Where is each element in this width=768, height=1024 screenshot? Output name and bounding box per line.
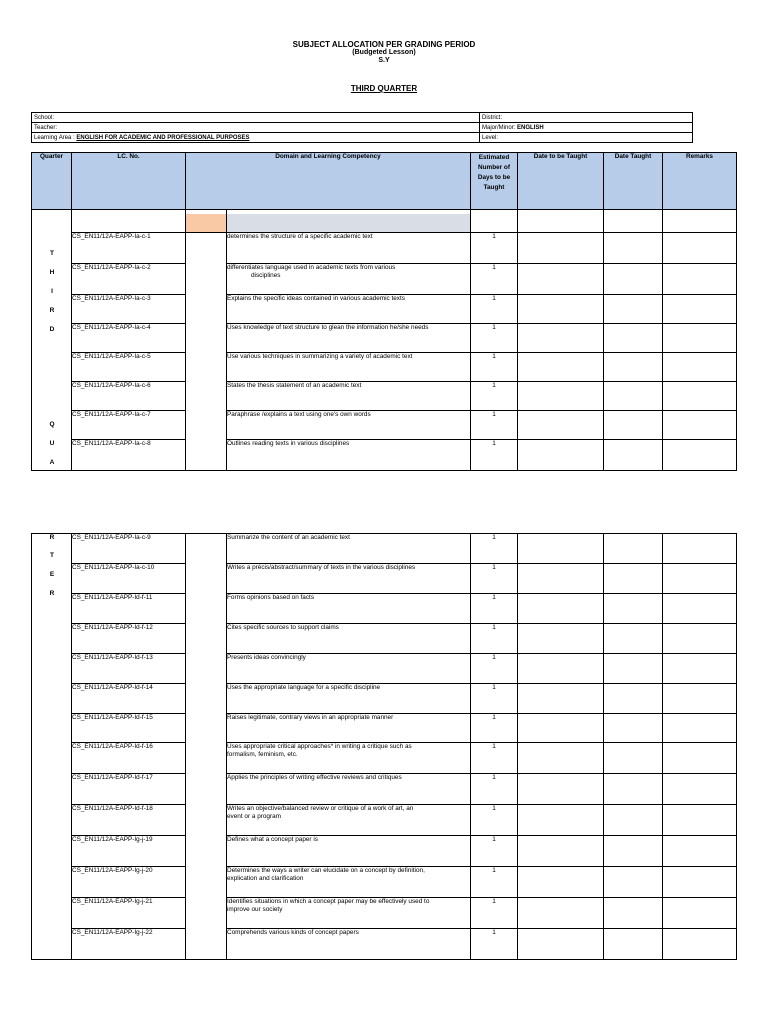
competency-text: States the thesis statement of an academic text bbox=[227, 382, 471, 411]
estimated-days: 1 bbox=[471, 233, 518, 264]
table-row bbox=[32, 295, 737, 324]
competency-text: Raises legitimate, contrary views in an appropriate manner bbox=[227, 714, 471, 743]
table-row bbox=[32, 805, 737, 836]
lc-code: CS_EN11/12A-EAPP-Id-f-18 bbox=[72, 805, 186, 836]
lc-code: CS_EN11/12A-EAPP-Ia-c-5 bbox=[72, 353, 186, 382]
quarter-column-page1 bbox=[32, 210, 72, 471]
competency-text: Uses the appropriate language for a specific discipline bbox=[227, 684, 471, 714]
competency-text: Use various techniques in summarizing a variety of academic text bbox=[227, 353, 471, 382]
quarter-letter: R bbox=[49, 534, 55, 541]
table-row bbox=[32, 440, 737, 471]
competency-text: Summarize the content of an academic text bbox=[227, 534, 471, 564]
quarter-letter: I bbox=[51, 288, 53, 295]
header-domain: Domain and Learning Competency bbox=[186, 153, 471, 210]
learning-area-cell: Learning Area : ENGLISH FOR ACADEMIC AND PROFESSIONAL PURPOSES bbox=[32, 133, 480, 143]
estimated-days: 1 bbox=[471, 353, 518, 382]
document-header bbox=[0, 40, 768, 93]
competency-text: Forms opinions based on facts bbox=[227, 594, 471, 624]
quarter-letter: D bbox=[49, 326, 55, 333]
lc-code: CS_EN11/12A-EAPP-Ia-c-10 bbox=[72, 564, 186, 594]
quarter-column-page2 bbox=[32, 534, 72, 960]
lc-code: CS_EN11/12A-EAPP-Ig-j-21 bbox=[72, 898, 186, 929]
competency-text: determines the structure of a specific academic text bbox=[227, 233, 471, 264]
header-quarter: Quarter bbox=[32, 153, 72, 210]
lc-code: CS_EN11/12A-EAPP-Id-f-14 bbox=[72, 684, 186, 714]
estimated-days: 1 bbox=[471, 594, 518, 624]
competency-text: Presents ideas convincingly bbox=[227, 654, 471, 684]
table-row bbox=[32, 774, 737, 805]
major-minor-cell: Major/Minor: ENGLISH bbox=[480, 123, 693, 133]
table-row bbox=[32, 324, 737, 353]
school-cell: School: bbox=[32, 113, 480, 123]
table-row bbox=[32, 264, 737, 295]
table-row bbox=[32, 594, 737, 624]
lc-code: CS_EN11/12A-EAPP-Id-f-17 bbox=[72, 774, 186, 805]
remarks bbox=[663, 233, 737, 264]
table-row bbox=[32, 714, 737, 743]
header-estimated-days: Estimated Number of Days to be Taught bbox=[471, 153, 518, 210]
blank-column bbox=[186, 233, 227, 471]
document-title: SUBJECT ALLOCATION PER GRADING PERIOD bbox=[292, 40, 476, 49]
lc-code: CS_EN11/12A-EAPP-Id-f-11 bbox=[72, 594, 186, 624]
estimated-days: 1 bbox=[471, 684, 518, 714]
competency-text: Writes a précis/abstract/summary of texts in the various disciplines bbox=[227, 564, 471, 594]
estimated-days: 1 bbox=[471, 929, 518, 960]
table-row bbox=[32, 411, 737, 440]
lc-code: CS_EN11/12A-EAPP-Ia-c-7 bbox=[72, 411, 186, 440]
competency-text: Outlines reading texts in various disciplines bbox=[227, 440, 471, 471]
table-row bbox=[32, 836, 737, 867]
quarter-letter: R bbox=[49, 590, 55, 597]
school-year: S.Y bbox=[378, 57, 390, 64]
competency-text: Applies the principles of writing effective reviews and critiques bbox=[227, 774, 471, 805]
info-table bbox=[31, 112, 693, 143]
lc-code: CS_EN11/12A-EAPP-Ig-j-22 bbox=[72, 929, 186, 960]
level-cell: Level: bbox=[480, 133, 693, 143]
estimated-days: 1 bbox=[471, 898, 518, 929]
header-date-taught: Date Taught bbox=[604, 153, 663, 210]
estimated-days: 1 bbox=[471, 324, 518, 353]
lc-code: CS_EN11/12A-EAPP-Ia-c-4 bbox=[72, 324, 186, 353]
estimated-days: 1 bbox=[471, 805, 518, 836]
estimated-days: 1 bbox=[471, 836, 518, 867]
table-row bbox=[32, 743, 737, 774]
lc-code: CS_EN11/12A-EAPP-Ia-c-2 bbox=[72, 264, 186, 295]
estimated-days: 1 bbox=[471, 295, 518, 324]
competency-text: Uses appropriate critical approaches* in writing a critique such as formalism, feminism, etc. bbox=[227, 743, 471, 774]
lc-code: CS_EN11/12A-EAPP-Id-f-16 bbox=[72, 743, 186, 774]
quarter-letter: H bbox=[49, 269, 55, 276]
table-row bbox=[32, 929, 737, 960]
lc-code: CS_EN11/12A-EAPP-Ig-j-19 bbox=[72, 836, 186, 867]
quarter-title: THIRD QUARTER bbox=[350, 84, 418, 93]
quarter-letter: T bbox=[50, 552, 54, 559]
competency-text: Explains the specific ideas contained in various academic texts bbox=[227, 295, 471, 324]
competency-text: Uses knowledge of text structure to glean the information he/she needs bbox=[227, 324, 471, 353]
competency-text: Determines the ways a writer can elucidate on a concept by definition, explication and clarification bbox=[227, 867, 471, 898]
quarter-letter: U bbox=[49, 440, 55, 447]
lc-code: CS_EN11/12A-EAPP-Ia-c-8 bbox=[72, 440, 186, 471]
date-to-be-taught bbox=[518, 233, 604, 264]
competency-text: Identifies situations in which a concept paper may be effectively used to improve our society bbox=[227, 898, 471, 929]
competency-text: differentiates language used in academic texts from various disciplines bbox=[227, 264, 471, 295]
estimated-days: 1 bbox=[471, 743, 518, 774]
estimated-days: 1 bbox=[471, 382, 518, 411]
table-row bbox=[32, 564, 737, 594]
table-row bbox=[32, 654, 737, 684]
quarter-letter: R bbox=[49, 307, 55, 314]
quarter-letter: A bbox=[49, 459, 55, 466]
estimated-days: 1 bbox=[471, 624, 518, 654]
lc-code: CS_EN11/12A-EAPP-Id-f-12 bbox=[72, 624, 186, 654]
document-subtitle: (Budgeted Lesson) bbox=[352, 49, 416, 56]
competency-text: Cites specific sources to support claims bbox=[227, 624, 471, 654]
table-row bbox=[32, 353, 737, 382]
quarter-letter: T bbox=[50, 250, 54, 257]
estimated-days: 1 bbox=[471, 264, 518, 295]
competency-table-page2 bbox=[31, 533, 737, 960]
teacher-cell: Teacher: bbox=[32, 123, 480, 133]
date-taught bbox=[604, 233, 663, 264]
highlight-row bbox=[32, 214, 737, 233]
estimated-days: 1 bbox=[471, 411, 518, 440]
estimated-days: 1 bbox=[471, 654, 518, 684]
table-row bbox=[32, 898, 737, 929]
estimated-days: 1 bbox=[471, 714, 518, 743]
competency-text: Writes an objective/balanced review or critique of a work of art, an event or a program bbox=[227, 805, 471, 836]
table-row bbox=[32, 624, 737, 654]
header-remarks: Remarks bbox=[663, 153, 737, 210]
table-row bbox=[32, 867, 737, 898]
estimated-days: 1 bbox=[471, 564, 518, 594]
table-row bbox=[32, 382, 737, 411]
lc-code: CS_EN11/12A-EAPP-Ia-c-3 bbox=[72, 295, 186, 324]
lc-code: CS_EN11/12A-EAPP-Ia-c-6 bbox=[72, 382, 186, 411]
header-lc-no: LC. No. bbox=[72, 153, 186, 210]
estimated-days: 1 bbox=[471, 774, 518, 805]
district-cell: District: bbox=[480, 113, 693, 123]
orange-highlight-cell bbox=[186, 214, 227, 233]
grey-highlight-cell bbox=[227, 214, 471, 233]
estimated-days: 1 bbox=[471, 534, 518, 564]
lc-code: CS_EN11/12A-EAPP-Ia-c-9 bbox=[72, 534, 186, 564]
table-header-row bbox=[32, 153, 737, 210]
competency-text: Comprehends various kinds of concept papers bbox=[227, 929, 471, 960]
lc-code: CS_EN11/12A-EAPP-Ig-j-20 bbox=[72, 867, 186, 898]
lc-code: CS_EN11/12A-EAPP-Ia-c-1 bbox=[72, 233, 186, 264]
competency-table-page1 bbox=[31, 152, 737, 471]
competency-text: Defines what a concept paper is bbox=[227, 836, 471, 867]
table-row bbox=[32, 233, 737, 264]
quarter-letter: E bbox=[49, 571, 55, 578]
lc-code: CS_EN11/12A-EAPP-Id-f-15 bbox=[72, 714, 186, 743]
estimated-days: 1 bbox=[471, 440, 518, 471]
estimated-days: 1 bbox=[471, 867, 518, 898]
table-row bbox=[32, 534, 737, 564]
header-date-to-be-taught: Date to be Taught bbox=[518, 153, 604, 210]
lc-code: CS_EN11/12A-EAPP-Id-f-13 bbox=[72, 654, 186, 684]
table-row bbox=[32, 684, 737, 714]
competency-text: Paraphrase /explains a text using one's own words bbox=[227, 411, 471, 440]
quarter-letter: Q bbox=[49, 421, 55, 428]
blank-column bbox=[186, 534, 227, 960]
